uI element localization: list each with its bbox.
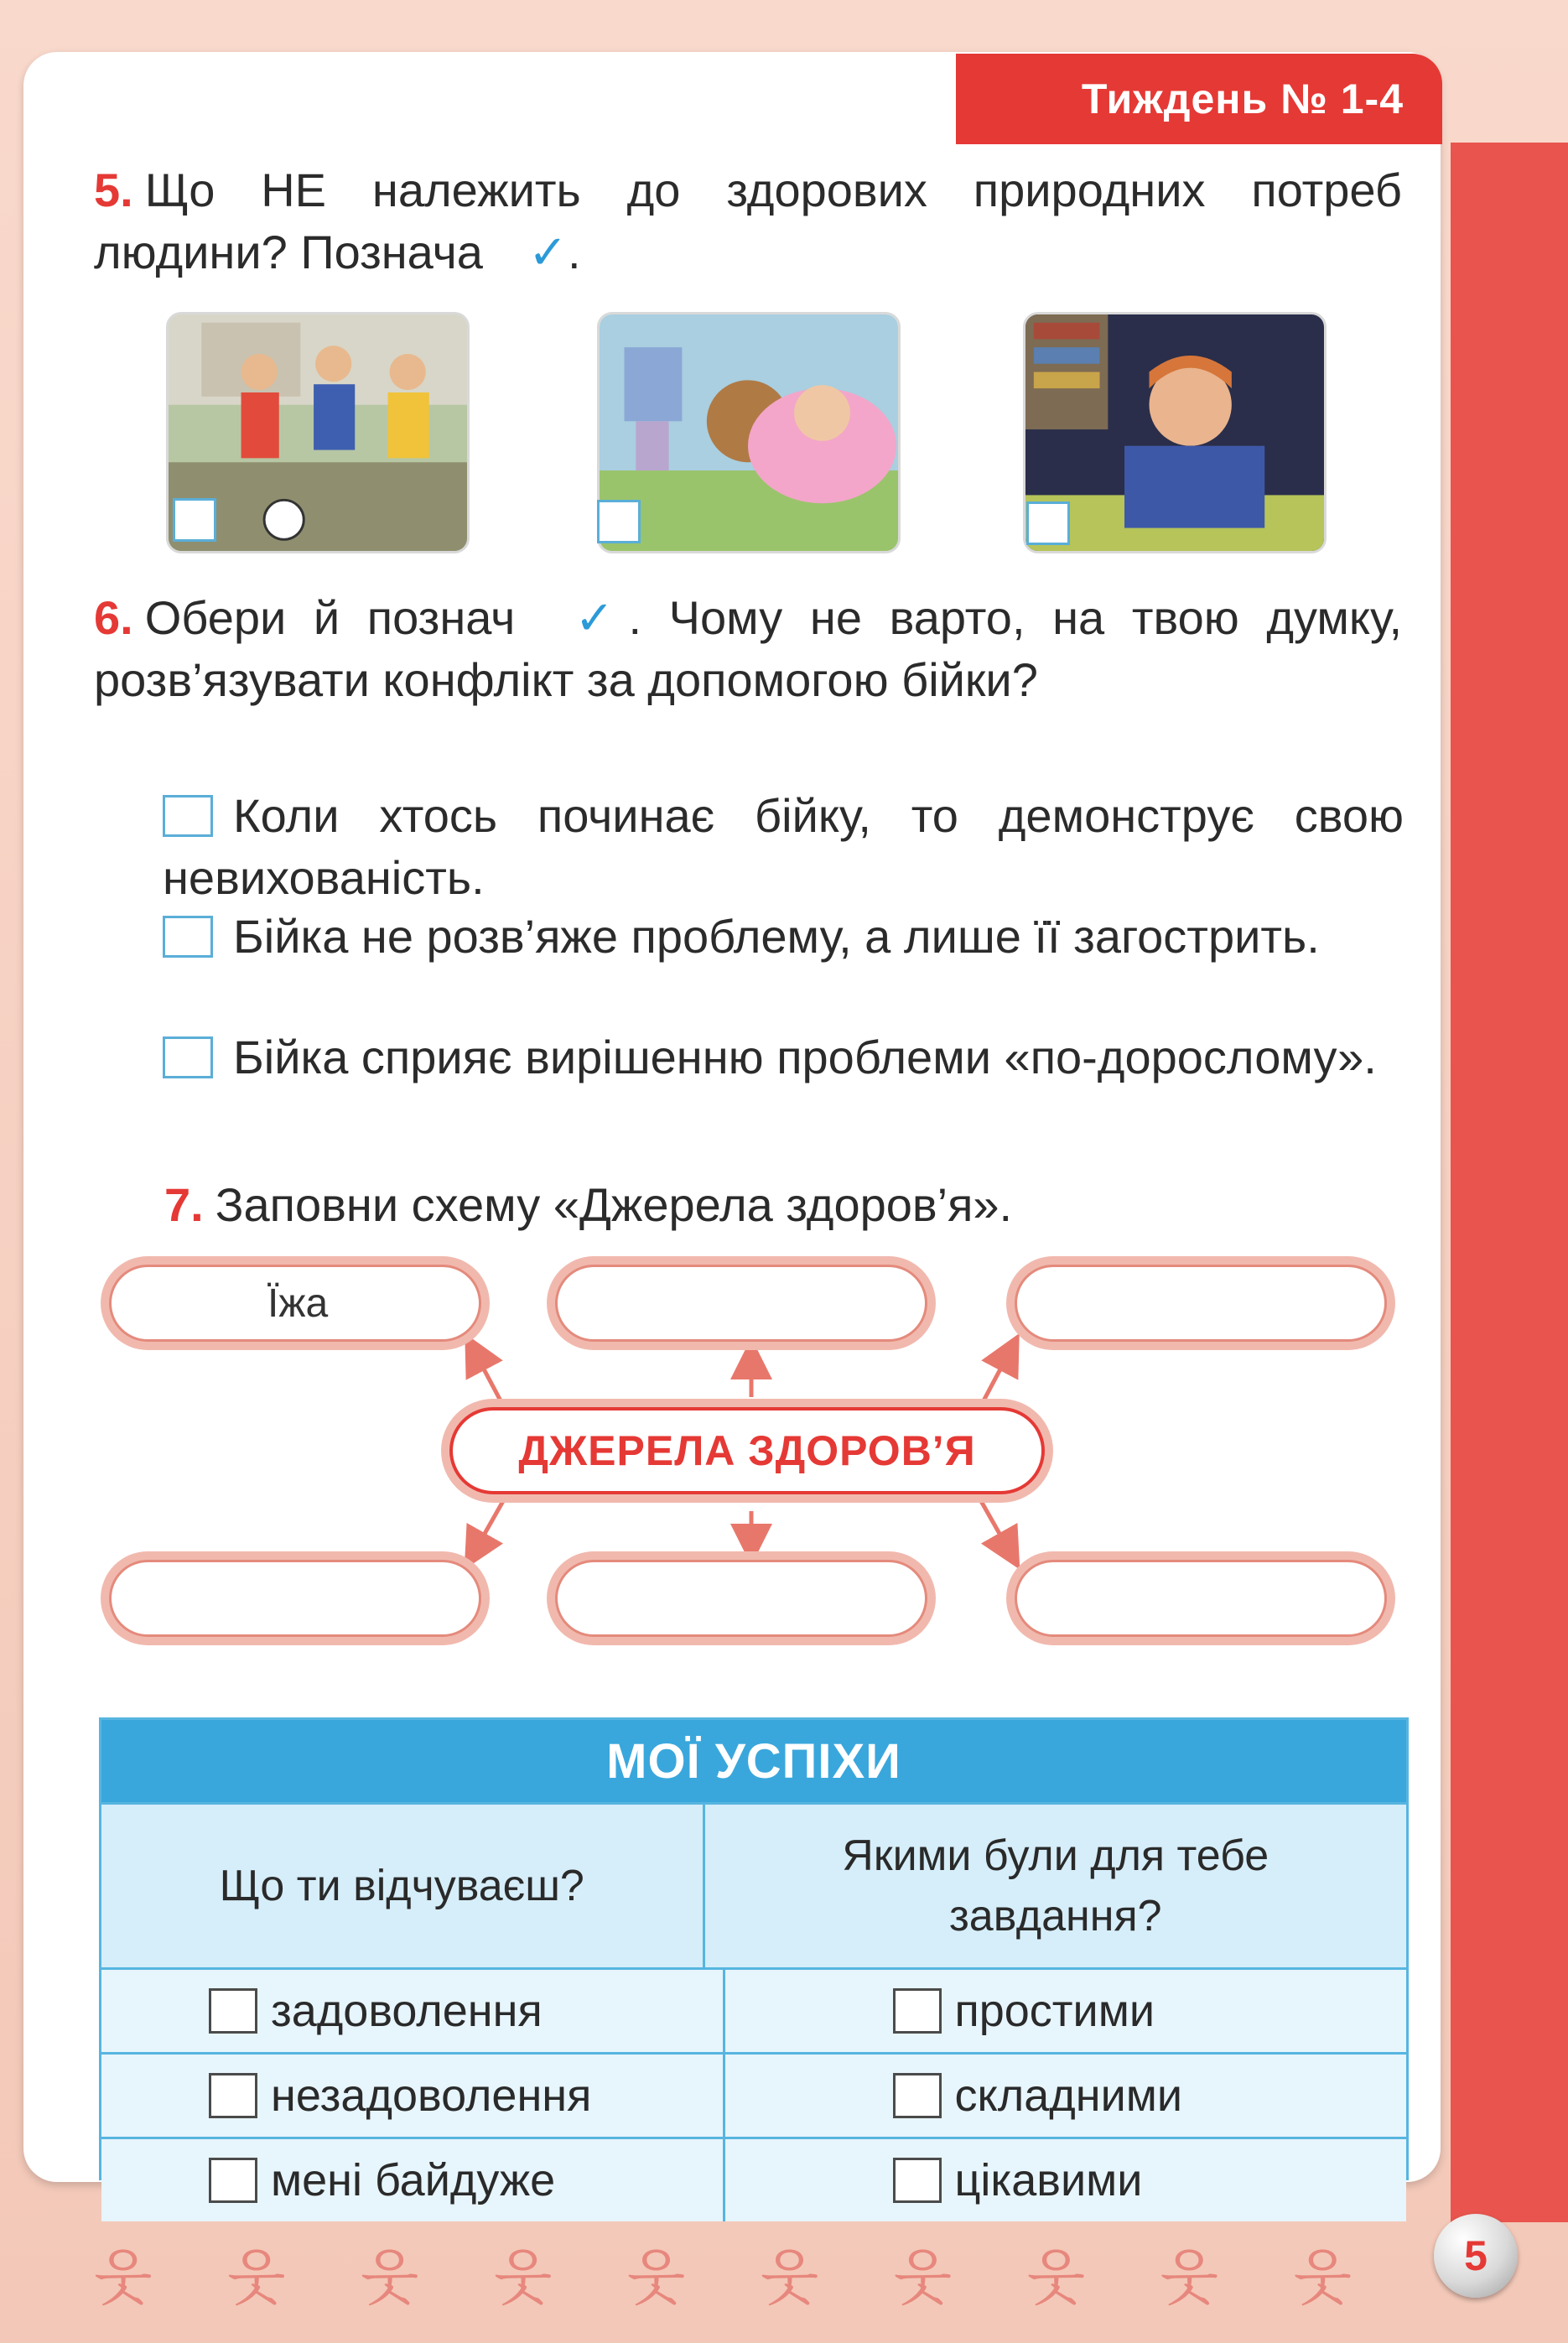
child-figure-icon: 웃 (226, 2245, 286, 2312)
table-row (723, 1970, 1407, 2052)
photo-2-checkbox[interactable] (597, 500, 641, 543)
table-row (101, 2139, 723, 2221)
question-6 (94, 587, 1402, 711)
task-label-2: складними (954, 2070, 1183, 2121)
feeling-label-2: незадоволення (271, 2070, 592, 2121)
scheme-box-bottom-center[interactable] (547, 1551, 936, 1645)
child-figure-icon: 웃 (493, 2245, 553, 2312)
child-figure-icon: 웃 (1293, 2245, 1352, 2312)
photo-3-checkbox[interactable] (1026, 501, 1070, 545)
right-margin-band (1451, 143, 1568, 2222)
option-2-text: Бійка не розв’яже проблему, а лише її загострить. (233, 910, 1320, 963)
child-figure-icon: 웃 (760, 2245, 819, 2312)
week-label: Тиждень № 1-4 (1081, 75, 1404, 122)
question-7-text: Заповни схему «Джерела здоров’я». (215, 1178, 1013, 1231)
child-figure-icon: 웃 (1160, 2245, 1219, 2312)
feeling-checkbox-3[interactable] (209, 2158, 257, 2203)
option-3 (163, 1026, 1404, 1088)
child-figure-icon: 웃 (94, 2245, 153, 2312)
my-success-table (99, 1717, 1409, 2205)
child-figure-icon: 웃 (360, 2245, 419, 2312)
scheme-box-bottom-left[interactable] (101, 1551, 490, 1645)
task-checkbox-2[interactable] (893, 2073, 942, 2118)
table-title-text: МОЇ УСПІХИ (606, 1733, 901, 1789)
footer-decoration (94, 2229, 1352, 2313)
table-row (723, 2055, 1407, 2137)
child-figure-icon: 웃 (1026, 2245, 1086, 2312)
option-1-checkbox[interactable] (163, 795, 213, 837)
photo-girl-sleeping (597, 312, 901, 553)
question-6-number: 6. (94, 591, 133, 644)
scheme-box-top-center[interactable] (547, 1256, 936, 1350)
option-1-text: Коли хтось починає бійку, то демонструє свою невихованість. (163, 789, 1404, 904)
child-figure-icon: 웃 (626, 2245, 686, 2312)
scheme-box-top-left (101, 1256, 490, 1350)
option-2-checkbox[interactable] (163, 916, 213, 958)
scheme-box-top-right[interactable] (1006, 1256, 1395, 1350)
task-label-1: простими (954, 1986, 1155, 2036)
question-5-text: Що НЕ належить до здорових природних потреб людини? Позначаᅠ (94, 164, 1402, 278)
photo-1-checkbox[interactable] (173, 498, 216, 542)
task-label-3: цікавими (954, 2155, 1143, 2205)
right-column-header: Якими були для тебе завдання? (703, 1805, 1407, 1967)
scheme-food-label: Їжа (267, 1281, 329, 1326)
left-column-header: Що ти відчуваєш? (101, 1805, 703, 1967)
scheme-center (441, 1399, 1053, 1503)
option-3-text: Бійка сприяє вирішенню проблеми «по-дорослому». (233, 1031, 1377, 1083)
option-1 (163, 785, 1404, 909)
feeling-label-1: задоволення (271, 1986, 543, 2036)
question-7-number: 7. (164, 1178, 204, 1231)
checkmark-icon: ✓ (528, 226, 568, 278)
feeling-checkbox-2[interactable] (209, 2073, 257, 2118)
question-5-tail: . (567, 226, 581, 278)
table-row (723, 2139, 1407, 2221)
page-number (1434, 2214, 1518, 2298)
week-header (956, 54, 1442, 144)
scheme-box-bottom-right[interactable] (1006, 1551, 1395, 1645)
scheme-center-label: ДЖЕРЕЛА ЗДОРОВ’Я (518, 1427, 976, 1474)
question-6-text-b: . Чому не варто, на твою думку, розв’язувати конфлікт за допомогою бійки? (94, 591, 1402, 706)
question-5 (94, 159, 1402, 283)
question-5-number: 5. (94, 164, 133, 216)
option-3-checkbox[interactable] (163, 1036, 213, 1078)
table-row (101, 2055, 723, 2137)
child-figure-icon: 웃 (893, 2245, 953, 2312)
table-title (101, 1720, 1406, 1802)
checkmark-icon: ✓ (560, 591, 629, 644)
task-checkbox-3[interactable] (893, 2158, 942, 2203)
feeling-checkbox-1[interactable] (209, 1988, 257, 2034)
question-6-text-a: Обери й позначᅠ (144, 591, 561, 644)
table-row (101, 1970, 723, 2052)
question-7 (164, 1174, 1405, 1236)
feeling-label-3: мені байдуже (271, 2155, 556, 2205)
task-checkbox-1[interactable] (893, 1988, 942, 2034)
option-2 (163, 906, 1404, 968)
page-number-text: 5 (1464, 2232, 1488, 2279)
